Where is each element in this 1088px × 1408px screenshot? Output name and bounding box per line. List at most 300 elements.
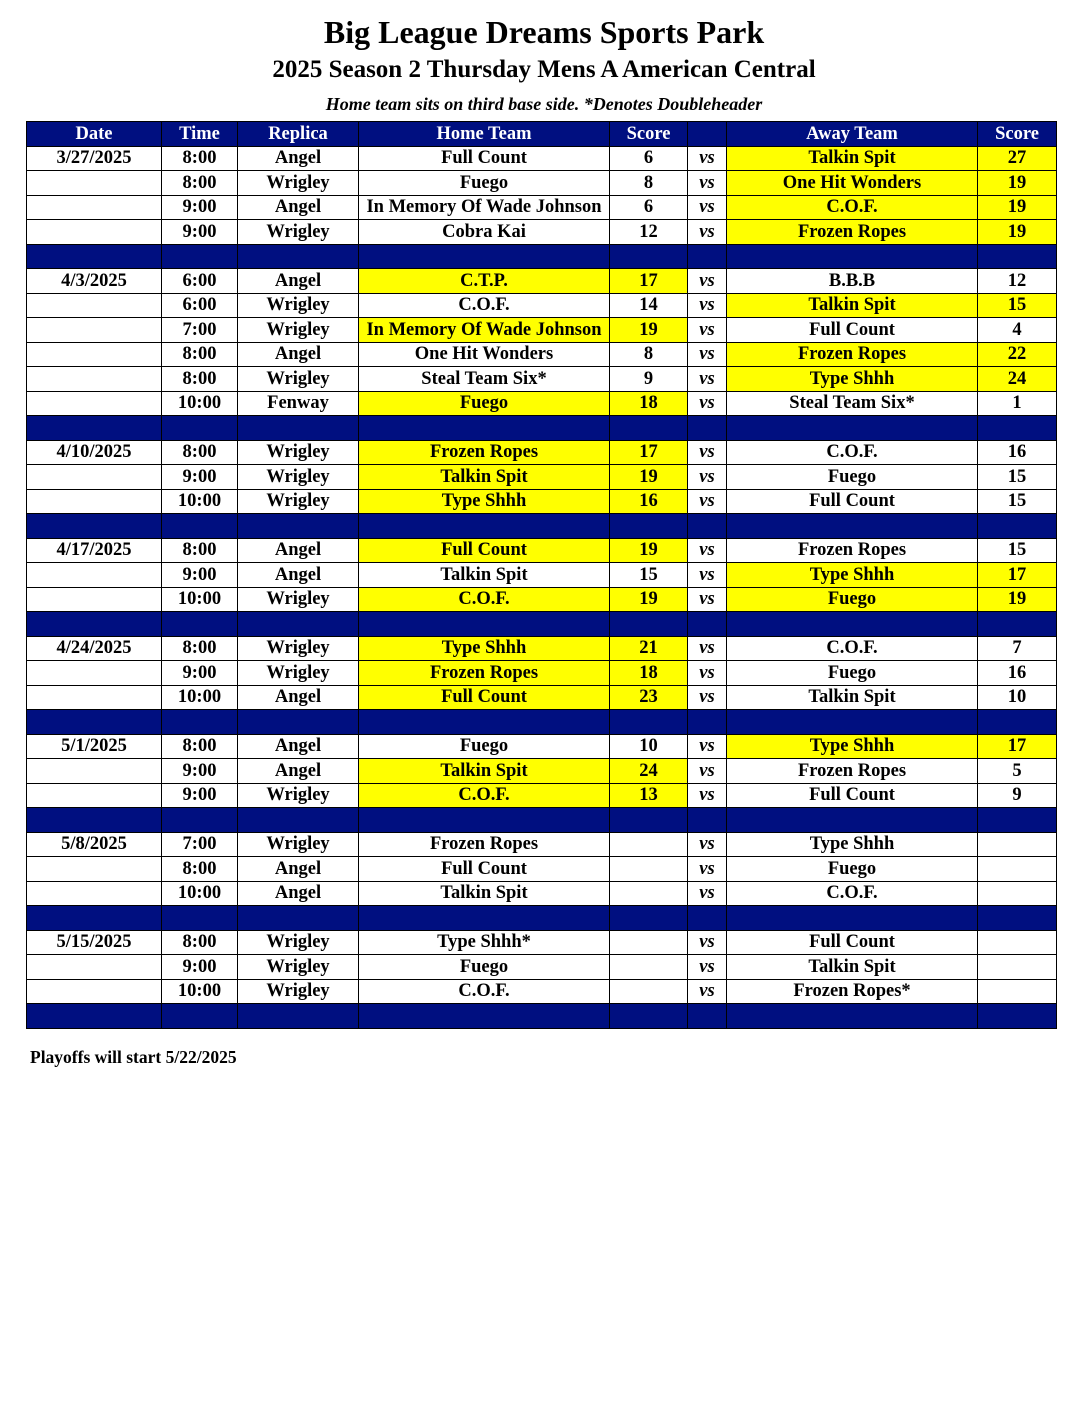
separator-cell [727, 514, 978, 539]
time-cell: 8:00 [162, 342, 238, 367]
away-score-cell [978, 881, 1057, 906]
home-team-cell: Cobra Kai [359, 220, 610, 245]
replica-cell: Wrigley [238, 661, 359, 686]
separator-cell [359, 1004, 610, 1029]
date-cell [27, 391, 162, 416]
home-team-cell: Fuego [359, 955, 610, 980]
week-separator-row [27, 244, 1057, 269]
time-cell: 9:00 [162, 563, 238, 588]
separator-cell [359, 244, 610, 269]
separator-cell [610, 612, 688, 637]
vs-cell: vs [688, 857, 727, 882]
away-team-cell: Type Shhh [727, 734, 978, 759]
replica-cell: Angel [238, 857, 359, 882]
separator-cell [359, 906, 610, 931]
separator-cell [359, 514, 610, 539]
away-team-cell: Frozen Ropes [727, 342, 978, 367]
separator-cell [610, 514, 688, 539]
game-row [27, 881, 1057, 906]
home-team-cell: C.O.F. [359, 783, 610, 808]
game-row [27, 832, 1057, 857]
vs-cell: vs [688, 930, 727, 955]
away-score-cell: 4 [978, 318, 1057, 343]
separator-cell [978, 808, 1057, 833]
time-cell: 9:00 [162, 759, 238, 784]
home-score-cell: 23 [610, 685, 688, 710]
home-score-cell: 19 [610, 465, 688, 490]
replica-cell: Angel [238, 538, 359, 563]
vs-cell: vs [688, 636, 727, 661]
vs-cell: vs [688, 489, 727, 514]
game-row [27, 563, 1057, 588]
game-row [27, 759, 1057, 784]
date-cell [27, 220, 162, 245]
separator-cell [688, 514, 727, 539]
game-row [27, 220, 1057, 245]
away-score-cell: 17 [978, 563, 1057, 588]
separator-cell [238, 1004, 359, 1029]
date-cell [27, 955, 162, 980]
separator-cell [238, 244, 359, 269]
separator-cell [27, 612, 162, 637]
away-team-cell: Frozen Ropes* [727, 979, 978, 1004]
home-score-cell [610, 857, 688, 882]
separator-cell [610, 416, 688, 441]
game-row [27, 783, 1057, 808]
time-cell: 7:00 [162, 832, 238, 857]
replica-cell: Wrigley [238, 171, 359, 196]
away-score-cell: 7 [978, 636, 1057, 661]
time-cell: 8:00 [162, 538, 238, 563]
game-row [27, 367, 1057, 392]
home-team-cell: Type Shhh [359, 489, 610, 514]
vs-cell: vs [688, 220, 727, 245]
home-score-cell [610, 955, 688, 980]
away-team-cell: C.O.F. [727, 440, 978, 465]
vs-cell: vs [688, 685, 727, 710]
date-cell [27, 293, 162, 318]
date-cell: 5/15/2025 [27, 930, 162, 955]
home-team-cell: Fuego [359, 391, 610, 416]
home-score-cell: 6 [610, 195, 688, 220]
separator-cell [162, 710, 238, 735]
separator-cell [978, 514, 1057, 539]
game-row [27, 342, 1057, 367]
away-team-cell: Full Count [727, 489, 978, 514]
replica-cell: Angel [238, 269, 359, 294]
separator-cell [359, 710, 610, 735]
date-cell: 4/24/2025 [27, 636, 162, 661]
home-team-cell: In Memory Of Wade Johnson [359, 318, 610, 343]
separator-cell [610, 808, 688, 833]
replica-cell: Wrigley [238, 783, 359, 808]
time-cell: 10:00 [162, 685, 238, 710]
separator-cell [688, 244, 727, 269]
vs-cell: vs [688, 661, 727, 686]
separator-cell [688, 416, 727, 441]
game-row [27, 734, 1057, 759]
vs-cell: vs [688, 465, 727, 490]
vs-cell: vs [688, 563, 727, 588]
date-cell [27, 563, 162, 588]
separator-cell [359, 416, 610, 441]
home-score-cell [610, 881, 688, 906]
replica-cell: Angel [238, 734, 359, 759]
time-cell: 10:00 [162, 881, 238, 906]
away-team-cell: Fuego [727, 587, 978, 612]
date-cell [27, 342, 162, 367]
home-team-cell: Type Shhh* [359, 930, 610, 955]
schedule-body [27, 146, 1057, 1028]
game-row [27, 979, 1057, 1004]
separator-cell [978, 906, 1057, 931]
away-score-cell: 16 [978, 661, 1057, 686]
separator-cell [238, 612, 359, 637]
away-score-cell [978, 955, 1057, 980]
away-team-cell: Talkin Spit [727, 146, 978, 171]
separator-cell [978, 244, 1057, 269]
home-team-cell: Full Count [359, 538, 610, 563]
home-score-cell: 19 [610, 587, 688, 612]
doubleheader-note: Home team sits on third base side. *Denotes Doubleheader [325, 94, 763, 114]
home-score-cell: 9 [610, 367, 688, 392]
home-team-cell: Frozen Ropes [359, 440, 610, 465]
separator-cell [27, 416, 162, 441]
date-cell: 4/3/2025 [27, 269, 162, 294]
away-score-cell [978, 857, 1057, 882]
away-team-cell: Talkin Spit [727, 293, 978, 318]
home-team-cell: Frozen Ropes [359, 832, 610, 857]
away-team-cell: Fuego [727, 857, 978, 882]
date-cell: 5/8/2025 [27, 832, 162, 857]
time-cell: 9:00 [162, 661, 238, 686]
vs-cell: vs [688, 832, 727, 857]
separator-cell [610, 906, 688, 931]
date-cell [27, 489, 162, 514]
replica-cell: Angel [238, 759, 359, 784]
replica-cell: Wrigley [238, 293, 359, 318]
home-team-cell: Type Shhh [359, 636, 610, 661]
away-score-cell: 19 [978, 171, 1057, 196]
date-cell [27, 881, 162, 906]
week-separator-row [27, 1004, 1057, 1029]
away-team-cell: Talkin Spit [727, 955, 978, 980]
replica-cell: Angel [238, 342, 359, 367]
page-subtitle: 2025 Season 2 Thursday Mens A American Central [272, 56, 816, 83]
separator-cell [688, 808, 727, 833]
away-score-cell: 1 [978, 391, 1057, 416]
vs-cell: vs [688, 342, 727, 367]
game-row [27, 489, 1057, 514]
away-score-cell: 19 [978, 587, 1057, 612]
home-score-cell: 17 [610, 440, 688, 465]
home-team-cell: Full Count [359, 146, 610, 171]
replica-cell: Wrigley [238, 489, 359, 514]
away-score-cell: 5 [978, 759, 1057, 784]
separator-cell [27, 710, 162, 735]
playoffs-note: Playoffs will start 5/22/2025 [30, 1047, 237, 1067]
home-score-cell: 18 [610, 391, 688, 416]
vs-cell: vs [688, 269, 727, 294]
date-cell [27, 661, 162, 686]
vs-cell: vs [688, 979, 727, 1004]
separator-cell [238, 906, 359, 931]
separator-cell [727, 1004, 978, 1029]
home-score-cell: 21 [610, 636, 688, 661]
home-team-cell: Talkin Spit [359, 881, 610, 906]
home-team-cell: Full Count [359, 685, 610, 710]
home-score-cell: 8 [610, 342, 688, 367]
away-score-cell: 9 [978, 783, 1057, 808]
separator-cell [162, 244, 238, 269]
time-cell: 8:00 [162, 857, 238, 882]
time-cell: 10:00 [162, 979, 238, 1004]
vs-cell: vs [688, 318, 727, 343]
away-team-cell: Type Shhh [727, 367, 978, 392]
home-score-cell: 17 [610, 269, 688, 294]
separator-cell [688, 1004, 727, 1029]
separator-cell [688, 612, 727, 637]
date-cell [27, 783, 162, 808]
away-score-cell: 19 [978, 220, 1057, 245]
separator-cell [978, 612, 1057, 637]
col-header-home-team: Home Team [359, 122, 610, 147]
date-cell: 4/10/2025 [27, 440, 162, 465]
time-cell: 6:00 [162, 293, 238, 318]
separator-cell [727, 808, 978, 833]
away-score-cell [978, 979, 1057, 1004]
separator-cell [727, 710, 978, 735]
away-team-cell: B.B.B [727, 269, 978, 294]
separator-cell [238, 514, 359, 539]
vs-cell: vs [688, 759, 727, 784]
game-row [27, 587, 1057, 612]
time-cell: 8:00 [162, 440, 238, 465]
away-score-cell: 27 [978, 146, 1057, 171]
game-row [27, 318, 1057, 343]
away-score-cell: 19 [978, 195, 1057, 220]
week-separator-row [27, 808, 1057, 833]
separator-cell [162, 514, 238, 539]
time-cell: 9:00 [162, 783, 238, 808]
vs-cell: vs [688, 146, 727, 171]
game-row [27, 636, 1057, 661]
header-row [27, 122, 1057, 147]
home-team-cell: C.O.F. [359, 979, 610, 1004]
vs-cell: vs [688, 955, 727, 980]
home-score-cell: 16 [610, 489, 688, 514]
replica-cell: Wrigley [238, 832, 359, 857]
separator-cell [727, 906, 978, 931]
time-cell: 9:00 [162, 220, 238, 245]
home-score-cell: 19 [610, 538, 688, 563]
vs-cell: vs [688, 367, 727, 392]
separator-cell [688, 710, 727, 735]
replica-cell: Angel [238, 881, 359, 906]
vs-cell: vs [688, 171, 727, 196]
game-row [27, 661, 1057, 686]
away-team-cell: One Hit Wonders [727, 171, 978, 196]
replica-cell: Wrigley [238, 440, 359, 465]
replica-cell: Angel [238, 685, 359, 710]
date-cell [27, 318, 162, 343]
game-row [27, 293, 1057, 318]
separator-cell [727, 612, 978, 637]
time-cell: 8:00 [162, 171, 238, 196]
away-score-cell: 17 [978, 734, 1057, 759]
replica-cell: Wrigley [238, 930, 359, 955]
separator-cell [359, 808, 610, 833]
time-cell: 6:00 [162, 269, 238, 294]
date-cell [27, 171, 162, 196]
separator-cell [162, 612, 238, 637]
home-team-cell: Talkin Spit [359, 759, 610, 784]
home-score-cell: 24 [610, 759, 688, 784]
vs-cell: vs [688, 783, 727, 808]
replica-cell: Wrigley [238, 979, 359, 1004]
away-score-cell: 15 [978, 489, 1057, 514]
replica-cell: Wrigley [238, 636, 359, 661]
away-score-cell: 15 [978, 465, 1057, 490]
date-cell [27, 587, 162, 612]
away-team-cell: Full Count [727, 930, 978, 955]
separator-cell [688, 906, 727, 931]
game-row [27, 538, 1057, 563]
separator-cell [727, 244, 978, 269]
time-cell: 7:00 [162, 318, 238, 343]
separator-cell [162, 416, 238, 441]
replica-cell: Angel [238, 146, 359, 171]
home-team-cell: Steal Team Six* [359, 367, 610, 392]
away-score-cell [978, 930, 1057, 955]
separator-cell [162, 906, 238, 931]
col-header-vs [688, 122, 727, 147]
away-team-cell: Steal Team Six* [727, 391, 978, 416]
home-score-cell: 8 [610, 171, 688, 196]
separator-cell [727, 416, 978, 441]
away-score-cell: 15 [978, 293, 1057, 318]
away-score-cell: 22 [978, 342, 1057, 367]
separator-cell [27, 514, 162, 539]
home-team-cell: Frozen Ropes [359, 661, 610, 686]
separator-cell [610, 244, 688, 269]
game-row [27, 269, 1057, 294]
date-cell [27, 685, 162, 710]
time-cell: 8:00 [162, 146, 238, 171]
away-team-cell: C.O.F. [727, 881, 978, 906]
separator-cell [238, 808, 359, 833]
separator-cell [162, 808, 238, 833]
away-team-cell: Type Shhh [727, 832, 978, 857]
game-row [27, 440, 1057, 465]
schedule-table [26, 121, 1057, 1029]
home-team-cell: Full Count [359, 857, 610, 882]
away-team-cell: Talkin Spit [727, 685, 978, 710]
date-cell [27, 195, 162, 220]
away-team-cell: Full Count [727, 783, 978, 808]
separator-cell [359, 612, 610, 637]
game-row [27, 685, 1057, 710]
away-team-cell: Fuego [727, 661, 978, 686]
game-row [27, 195, 1057, 220]
home-score-cell: 12 [610, 220, 688, 245]
week-separator-row [27, 612, 1057, 637]
home-team-cell: Fuego [359, 171, 610, 196]
week-separator-row [27, 906, 1057, 931]
separator-cell [610, 1004, 688, 1029]
home-score-cell: 10 [610, 734, 688, 759]
away-score-cell: 10 [978, 685, 1057, 710]
away-team-cell: Frozen Ropes [727, 220, 978, 245]
col-header-date: Date [27, 122, 162, 147]
separator-cell [27, 906, 162, 931]
home-score-cell: 13 [610, 783, 688, 808]
time-cell: 8:00 [162, 367, 238, 392]
away-team-cell: C.O.F. [727, 636, 978, 661]
vs-cell: vs [688, 195, 727, 220]
vs-cell: vs [688, 391, 727, 416]
vs-cell: vs [688, 538, 727, 563]
time-cell: 9:00 [162, 195, 238, 220]
away-score-cell: 12 [978, 269, 1057, 294]
separator-cell [27, 808, 162, 833]
home-team-cell: Talkin Spit [359, 563, 610, 588]
home-team-cell: C.O.F. [359, 293, 610, 318]
away-team-cell: Type Shhh [727, 563, 978, 588]
game-row [27, 171, 1057, 196]
home-score-cell [610, 979, 688, 1004]
date-cell [27, 465, 162, 490]
replica-cell: Wrigley [238, 587, 359, 612]
replica-cell: Wrigley [238, 955, 359, 980]
date-cell [27, 979, 162, 1004]
page-title: Big League Dreams Sports Park [323, 14, 765, 50]
replica-cell: Wrigley [238, 465, 359, 490]
col-header-away-score: Score [978, 122, 1057, 147]
away-score-cell: 24 [978, 367, 1057, 392]
date-cell [27, 759, 162, 784]
away-score-cell: 16 [978, 440, 1057, 465]
home-team-cell: In Memory Of Wade Johnson [359, 195, 610, 220]
home-score-cell: 14 [610, 293, 688, 318]
replica-cell: Angel [238, 563, 359, 588]
replica-cell: Wrigley [238, 318, 359, 343]
col-header-replica: Replica [238, 122, 359, 147]
away-score-cell: 15 [978, 538, 1057, 563]
separator-cell [610, 710, 688, 735]
home-score-cell: 18 [610, 661, 688, 686]
separator-cell [978, 710, 1057, 735]
replica-cell: Wrigley [238, 220, 359, 245]
time-cell: 10:00 [162, 587, 238, 612]
separator-cell [238, 710, 359, 735]
col-header-time: Time [162, 122, 238, 147]
separator-cell [978, 1004, 1057, 1029]
date-cell [27, 857, 162, 882]
home-score-cell: 6 [610, 146, 688, 171]
game-row [27, 930, 1057, 955]
time-cell: 9:00 [162, 465, 238, 490]
away-score-cell [978, 832, 1057, 857]
col-header-home-score: Score [610, 122, 688, 147]
date-cell [27, 367, 162, 392]
separator-cell [162, 1004, 238, 1029]
game-row [27, 955, 1057, 980]
time-cell: 10:00 [162, 489, 238, 514]
replica-cell: Fenway [238, 391, 359, 416]
home-team-cell: C.T.P. [359, 269, 610, 294]
time-cell: 9:00 [162, 955, 238, 980]
